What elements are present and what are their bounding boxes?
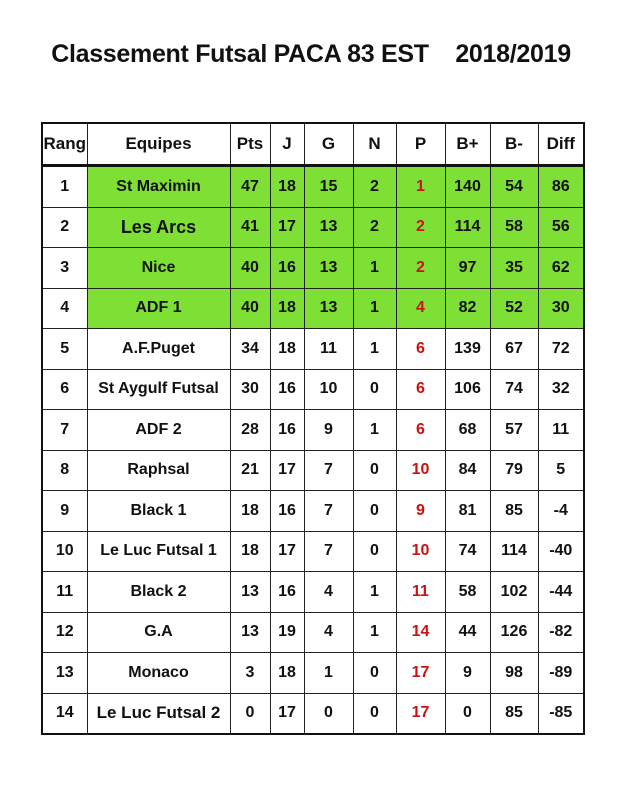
cell-pts: 13	[230, 572, 270, 613]
cell-equipe: G.A	[87, 612, 230, 653]
table-row	[42, 450, 584, 491]
cell-bminus: 35	[490, 248, 538, 289]
cell-rang: 2	[42, 207, 87, 248]
cell-bminus: 114	[490, 531, 538, 572]
cell-bplus: 114	[445, 207, 490, 248]
cell-bminus: 57	[490, 410, 538, 451]
cell-equipe: St Aygulf Futsal	[87, 369, 230, 410]
cell-equipe: Raphsal	[87, 450, 230, 491]
cell-p: 6	[396, 329, 445, 370]
cell-bplus: 139	[445, 329, 490, 370]
cell-n: 1	[353, 572, 396, 613]
cell-bminus: 74	[490, 369, 538, 410]
cell-pts: 28	[230, 410, 270, 451]
cell-g: 9	[304, 410, 353, 451]
table-row	[42, 166, 584, 208]
cell-pts: 30	[230, 369, 270, 410]
cell-g: 15	[304, 166, 353, 208]
cell-bplus: 58	[445, 572, 490, 613]
cell-equipe: ADF 2	[87, 410, 230, 451]
cell-g: 10	[304, 369, 353, 410]
table-row	[42, 329, 584, 370]
cell-n: 2	[353, 166, 396, 208]
header-rang: Rang	[42, 123, 87, 166]
cell-diff: -44	[538, 572, 584, 613]
cell-diff: -85	[538, 693, 584, 734]
cell-diff: 30	[538, 288, 584, 329]
cell-j: 17	[270, 450, 304, 491]
cell-n: 1	[353, 410, 396, 451]
cell-pts: 18	[230, 491, 270, 532]
cell-j: 16	[270, 410, 304, 451]
cell-g: 7	[304, 491, 353, 532]
cell-p: 6	[396, 410, 445, 451]
cell-diff: 62	[538, 248, 584, 289]
cell-equipe: St Maximin	[87, 166, 230, 208]
cell-rang: 3	[42, 248, 87, 289]
cell-n: 2	[353, 207, 396, 248]
cell-pts: 3	[230, 653, 270, 694]
cell-n: 1	[353, 288, 396, 329]
cell-j: 17	[270, 693, 304, 734]
table-row	[42, 248, 584, 289]
table-row	[42, 410, 584, 451]
cell-p: 10	[396, 450, 445, 491]
cell-rang: 5	[42, 329, 87, 370]
cell-j: 18	[270, 329, 304, 370]
cell-rang: 4	[42, 288, 87, 329]
cell-n: 0	[353, 531, 396, 572]
cell-equipe: A.F.Puget	[87, 329, 230, 370]
table-row	[42, 653, 584, 694]
header-row	[42, 123, 584, 166]
cell-pts: 21	[230, 450, 270, 491]
cell-j: 17	[270, 531, 304, 572]
cell-p: 1	[396, 166, 445, 208]
cell-j: 16	[270, 491, 304, 532]
header-pts: Pts	[230, 123, 270, 166]
cell-diff: 72	[538, 329, 584, 370]
page-title: Classement Futsal PACA 83 EST 2018/2019	[51, 40, 571, 68]
cell-j: 17	[270, 207, 304, 248]
cell-bplus: 140	[445, 166, 490, 208]
cell-bplus: 82	[445, 288, 490, 329]
cell-pts: 0	[230, 693, 270, 734]
cell-bplus: 74	[445, 531, 490, 572]
cell-p: 6	[396, 369, 445, 410]
cell-equipe: Monaco	[87, 653, 230, 694]
cell-p: 11	[396, 572, 445, 613]
cell-g: 1	[304, 653, 353, 694]
cell-bminus: 98	[490, 653, 538, 694]
cell-bminus: 126	[490, 612, 538, 653]
header-j: J	[270, 123, 304, 166]
cell-bplus: 84	[445, 450, 490, 491]
cell-p: 9	[396, 491, 445, 532]
cell-p: 2	[396, 248, 445, 289]
cell-diff: -89	[538, 653, 584, 694]
cell-g: 4	[304, 572, 353, 613]
cell-rang: 1	[42, 166, 87, 208]
header-p: P	[396, 123, 445, 166]
cell-n: 0	[353, 693, 396, 734]
header-bminus: B-	[490, 123, 538, 166]
cell-n: 0	[353, 491, 396, 532]
table-row	[42, 288, 584, 329]
cell-j: 18	[270, 288, 304, 329]
cell-n: 0	[353, 653, 396, 694]
cell-bminus: 85	[490, 491, 538, 532]
cell-diff: 5	[538, 450, 584, 491]
header-equipes: Equipes	[87, 123, 230, 166]
cell-diff: -82	[538, 612, 584, 653]
cell-equipe: Les Arcs	[87, 207, 230, 248]
table-row	[42, 531, 584, 572]
cell-bplus: 81	[445, 491, 490, 532]
cell-g: 13	[304, 248, 353, 289]
cell-equipe: Black 1	[87, 491, 230, 532]
cell-j: 16	[270, 248, 304, 289]
cell-g: 4	[304, 612, 353, 653]
cell-p: 10	[396, 531, 445, 572]
cell-rang: 12	[42, 612, 87, 653]
cell-bplus: 0	[445, 693, 490, 734]
table-row	[42, 491, 584, 532]
cell-pts: 40	[230, 248, 270, 289]
cell-bminus: 58	[490, 207, 538, 248]
cell-rang: 10	[42, 531, 87, 572]
cell-pts: 41	[230, 207, 270, 248]
cell-n: 0	[353, 450, 396, 491]
cell-bminus: 67	[490, 329, 538, 370]
cell-p: 14	[396, 612, 445, 653]
cell-bplus: 97	[445, 248, 490, 289]
table-row	[42, 369, 584, 410]
cell-diff: 86	[538, 166, 584, 208]
cell-p: 2	[396, 207, 445, 248]
cell-j: 19	[270, 612, 304, 653]
cell-rang: 14	[42, 693, 87, 734]
header-n: N	[353, 123, 396, 166]
cell-p: 4	[396, 288, 445, 329]
cell-g: 13	[304, 288, 353, 329]
cell-pts: 40	[230, 288, 270, 329]
cell-rang: 7	[42, 410, 87, 451]
cell-diff: -4	[538, 491, 584, 532]
header-g: G	[304, 123, 353, 166]
cell-bminus: 85	[490, 693, 538, 734]
cell-equipe: Le Luc Futsal 1	[87, 531, 230, 572]
cell-diff: 56	[538, 207, 584, 248]
cell-diff: 32	[538, 369, 584, 410]
cell-j: 18	[270, 166, 304, 208]
cell-equipe: Black 2	[87, 572, 230, 613]
cell-rang: 11	[42, 572, 87, 613]
cell-n: 0	[353, 369, 396, 410]
table-row	[42, 207, 584, 248]
cell-g: 13	[304, 207, 353, 248]
cell-equipe: Nice	[87, 248, 230, 289]
cell-bplus: 68	[445, 410, 490, 451]
cell-p: 17	[396, 653, 445, 694]
cell-rang: 9	[42, 491, 87, 532]
cell-rang: 6	[42, 369, 87, 410]
cell-n: 1	[353, 612, 396, 653]
cell-bplus: 44	[445, 612, 490, 653]
cell-j: 16	[270, 369, 304, 410]
cell-g: 11	[304, 329, 353, 370]
cell-rang: 8	[42, 450, 87, 491]
cell-equipe: Le Luc Futsal 2	[87, 693, 230, 734]
cell-j: 18	[270, 653, 304, 694]
cell-bminus: 54	[490, 166, 538, 208]
standings-table	[41, 122, 585, 735]
cell-pts: 13	[230, 612, 270, 653]
cell-diff: -40	[538, 531, 584, 572]
table-row	[42, 612, 584, 653]
cell-p: 17	[396, 693, 445, 734]
cell-equipe: ADF 1	[87, 288, 230, 329]
cell-rang: 13	[42, 653, 87, 694]
cell-bplus: 106	[445, 369, 490, 410]
cell-diff: 11	[538, 410, 584, 451]
table-row	[42, 693, 584, 734]
cell-pts: 34	[230, 329, 270, 370]
cell-g: 7	[304, 450, 353, 491]
cell-bminus: 52	[490, 288, 538, 329]
cell-n: 1	[353, 329, 396, 370]
cell-bminus: 79	[490, 450, 538, 491]
cell-g: 0	[304, 693, 353, 734]
table-row	[42, 572, 584, 613]
header-bplus: B+	[445, 123, 490, 166]
cell-bplus: 9	[445, 653, 490, 694]
cell-pts: 18	[230, 531, 270, 572]
cell-j: 16	[270, 572, 304, 613]
header-diff: Diff	[538, 123, 584, 166]
cell-g: 7	[304, 531, 353, 572]
cell-bminus: 102	[490, 572, 538, 613]
cell-pts: 47	[230, 166, 270, 208]
cell-n: 1	[353, 248, 396, 289]
